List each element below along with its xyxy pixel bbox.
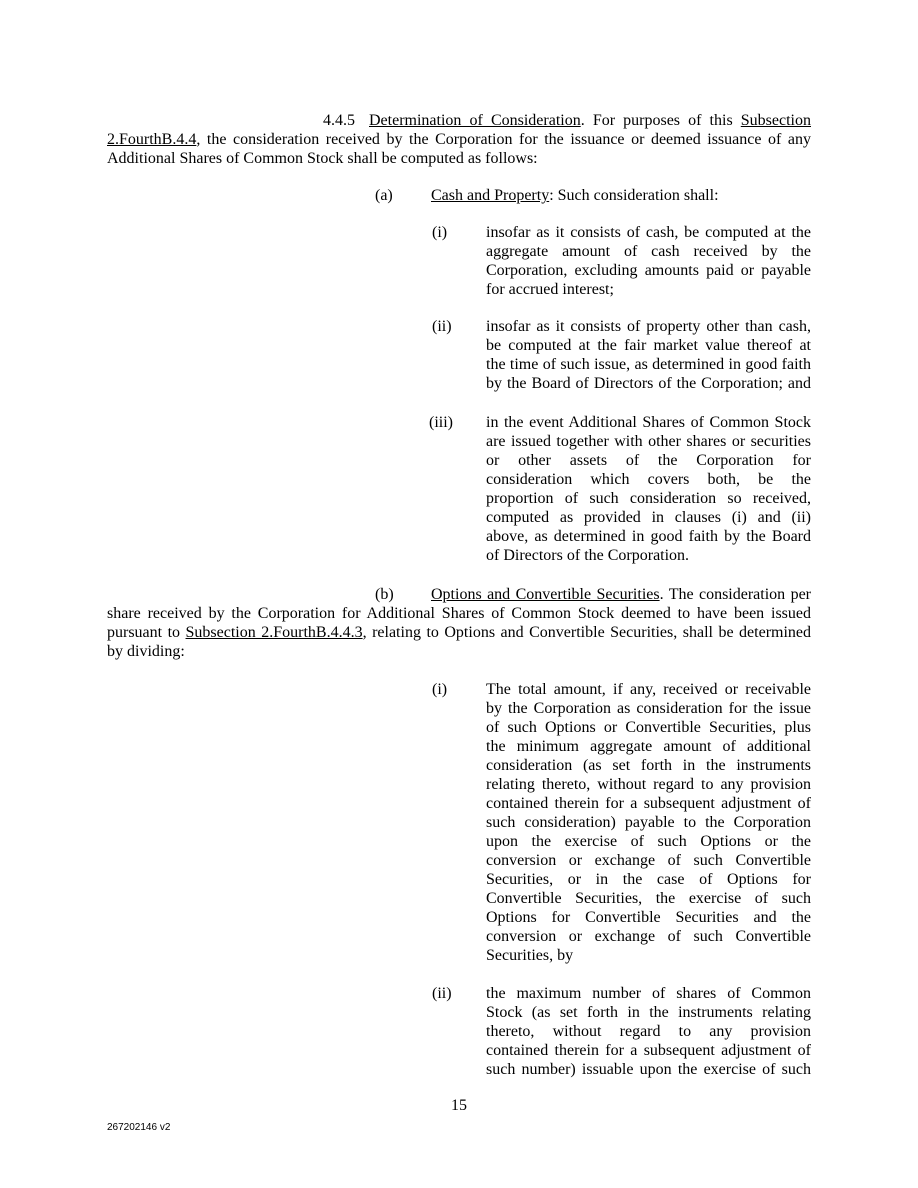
clause-b-label: (b) xyxy=(375,586,394,603)
section-heading: Determination of Consideration xyxy=(369,112,581,129)
item-label: (iii) xyxy=(429,414,453,431)
item-text: insofar as it consists of cash, be computed at the aggregate amount of cash received by the Corporation, excluding amounts paid or payable for accrued interest; xyxy=(486,224,811,298)
clause-b-line4: by dividing: xyxy=(107,643,185,660)
item-text: insofar as it consists of property other than cash, be computed at the fair market value thereof at the time of such issue, as determined in good faith by the Board of Directors of the Corporation; and xyxy=(486,318,811,392)
clause-b-line2: share received by the Corporation for Additional Shares of Common Stock deemed to have been issued xyxy=(107,605,811,622)
subsection-link[interactable]: Subsection 2.FourthB.4.4.3 xyxy=(185,624,363,641)
clause-a-heading: Cash and Property xyxy=(431,187,550,204)
clause-b-heading-line xyxy=(431,585,811,604)
clause-a-text: : Such consideration shall: xyxy=(549,187,719,204)
item-label: (ii) xyxy=(432,318,452,335)
clause-b-text: . The consideration per xyxy=(659,586,811,603)
section-text: , the consideration received by the Corporation for the issuance or deemed issuance of any xyxy=(196,131,811,148)
clause-b-heading: Options and Convertible Securities xyxy=(431,586,660,603)
item-label: (i) xyxy=(432,224,448,241)
clause-a-heading-line xyxy=(431,186,719,205)
document-id: 267202146 v2 xyxy=(107,1122,171,1133)
item-label: (i) xyxy=(432,681,448,698)
section-445-line1 xyxy=(323,111,811,130)
section-text: . For purposes of this xyxy=(580,112,741,129)
item-text: The total amount, if any, received or receivable by the Corporation as consideration for the issue of such Options or Convertible Securities, plus the minimum aggregate amount of additional consideration (as set forth in the instruments relating thereto, without regard to any provision contained therein for a subsequent adjustment of such consideration) payable to the Corporation upon the exercise of such Options or the conversion or exchange of such Convertible Securities, or in the case of Options for Convertible Securities, the exercise of such Options for Convertible Securities and the conversion or exchange of such Convertible Securities, by xyxy=(486,681,811,964)
section-445-line2 xyxy=(107,130,811,149)
section-number: 4.4.5 xyxy=(323,112,355,129)
item-label: (ii) xyxy=(432,985,452,1002)
page-number: 15 xyxy=(451,1097,467,1114)
clause-b-line3: pursuant to Subsection 2.FourthB.4.4.3, relating to Options and Convertible Securities, shall be determined xyxy=(107,624,812,641)
clause-a-label: (a) xyxy=(375,187,393,204)
section-445-line3: Additional Shares of Common Stock shall be computed as follows: xyxy=(107,150,538,167)
item-text: in the event Additional Shares of Common Stock are issued together with other shares or securities or other assets of the Corporation for consideration which covers both, be the proportion of such consideration so received, computed as provided in clauses (i) and (ii) above, as determined in good faith by the Board of Directors of the Corporation. xyxy=(486,414,811,564)
item-text: the maximum number of shares of Common Stock (as set forth in the instruments relating thereto, without regard to any provision contained therein for a subsequent adjustment of such number) issuable upon the exercise of such xyxy=(486,985,811,1078)
subsection-link[interactable]: Subsection xyxy=(740,112,811,129)
subsection-link[interactable]: 2.FourthB.4.4 xyxy=(107,131,197,148)
